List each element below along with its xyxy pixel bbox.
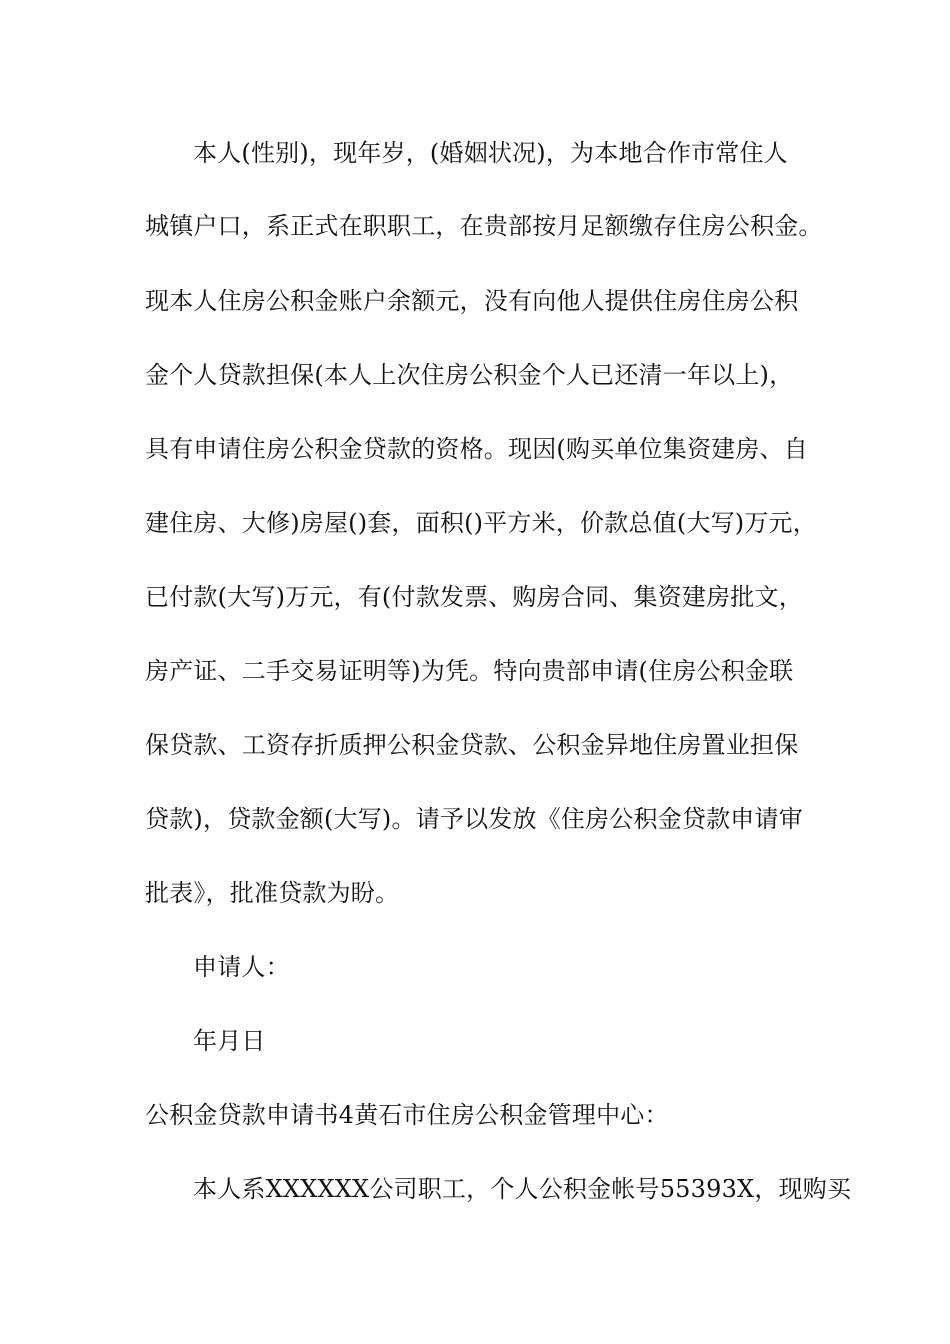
second-letter-heading: 公积金贷款申请书4黄石市住房公积金管理中心： — [145, 1101, 669, 1129]
paragraph-line-10: 贷款)，贷款金额(大写)。请予以发放《住房公积金贷款申请审 — [145, 805, 803, 833]
applicant-signature-label: 申请人： — [193, 953, 290, 981]
paragraph-line-3: 现本人住房公积金账户余额元，没有向他人提供住房住房公积 — [145, 287, 799, 315]
paragraph-line-9: 保贷款、工资存折质押公积金贷款、公积金异地住房置业担保 — [145, 731, 799, 759]
second-letter-line-1: 本人系XXXXXX公司职工，个人公积金帐号55393X，现购买 — [193, 1175, 852, 1203]
date-label: 年月日 — [193, 1027, 266, 1055]
paragraph-line-7: 已付款(大写)万元，有(付款发票、购房合同、集资建房批文， — [145, 583, 803, 611]
paragraph-line-2: 城镇户口，系正式在职职工，在贵部按月足额缴存住房公积金。 — [145, 212, 823, 240]
paragraph-line-6: 建住房、大修)房屋()套，面积()平方米，价款总值(大写)万元， — [145, 509, 817, 537]
paragraph-line-4: 金个人贷款担保(本人上次住房公积金个人已还清一年以上)， — [145, 361, 794, 389]
paragraph-line-5: 具有申请住房公积金贷款的资格。现因(购买单位集资建房、自 — [145, 435, 808, 463]
paragraph-line-11: 批表》，批准贷款为盼。 — [145, 879, 400, 907]
paragraph-line-8: 房产证、二手交易证明等)为凭。特向贵部申请(住房公积金联 — [145, 657, 794, 685]
paragraph-line-1: 本人(性别)，现年岁，(婚姻状况)，为本地合作市常住人 — [193, 139, 788, 167]
